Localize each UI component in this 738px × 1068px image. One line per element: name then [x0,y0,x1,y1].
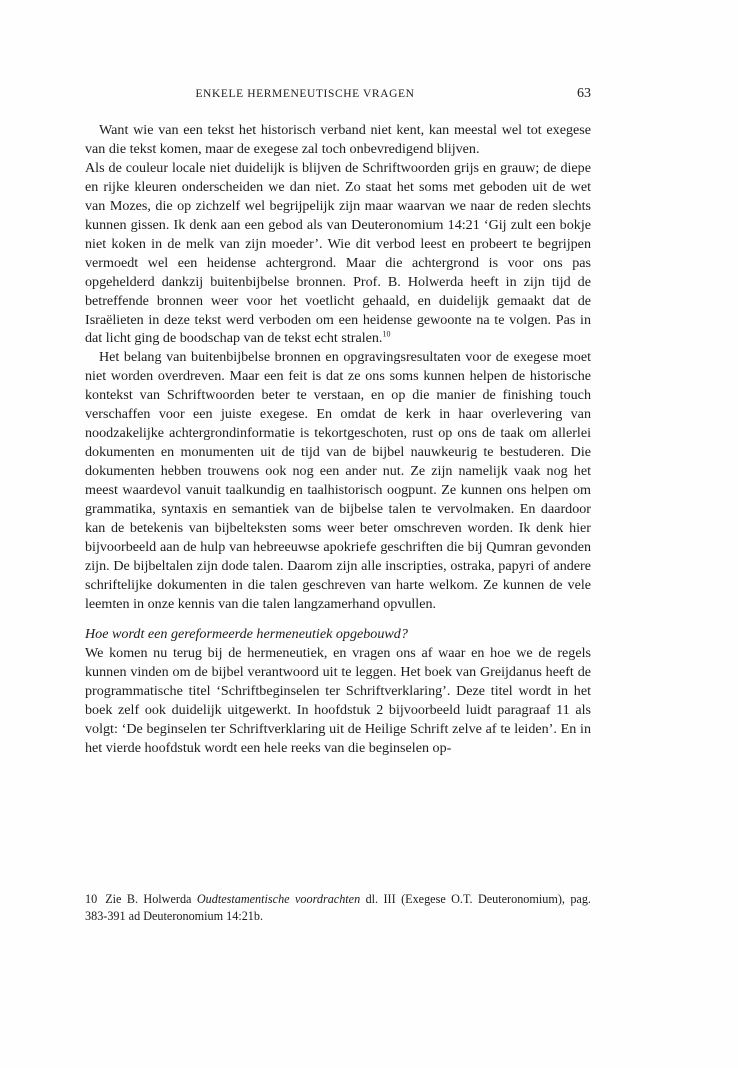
section-heading: Hoe wordt een gereformeerde hermeneutiek opgebouwd? [85,625,408,642]
paragraph-4: We komen nu terug bij de hermeneutiek, en vragen ons af waar en hoe we de regels kunnen vinden om de bijbel verantwoord uit te leggen. Het boek van Greijdanus heeft de programmatische titel ‘Schriftbeginselen ter Schriftverklaring’. Deze titel wordt in het boek zelf ook duidelijk uitgewerkt. In hoofdstuk 2 bijvoorbeeld luidt paragraaf 11 als volgt: ‘De beginselen ter Schriftverklaring uit de Heilige Schrift zelve af te leiden’. En in het vierde hoofdstuk wordt een hele reeks van die beginselen op- [85,644,591,756]
page-number: 63 [577,86,591,101]
paragraph-2-text: Als de couleur locale niet duidelijk is blijven de Schriftwoorden grijs en grauw; de diepe en rijke kleuren onderscheiden we dan niet. Zo staat het soms met geboden uit de wet van Mozes, die op zichzelf wel begrijpelijk zijn maar waarvan we naar de reden slechts kunnen gissen. Ik denk aan een gebod als van Deuteronomium 14:21 ‘Gij zult een bokje niet koken in de melk van zijn moeder’. Wie dit verbod leest en probeert te begrijpen vermoedt wel een heidense achtergrond. Maar die achtergrond is voor ons pas opgehelderd dankzij buitenbijbelse bronnen. Prof. B. Holwerda heeft in zijn tijd de betreffende bronnen weer voor het voetlicht gehaald, en duidelijk gemaakt dat de Israëlieten in deze tekst werd verboden om een heidense gewoonte na te volgen. Pas in dat licht ging de boodschap van de tekst echt stralen. [85,159,591,347]
running-title: ENKELE HERMENEUTISCHE VRAGEN [195,88,415,100]
footnote-marker: 10 [382,329,391,339]
paragraph-2 [85,159,591,349]
footnote [85,891,591,925]
paragraph-1: Want wie van een tekst het historisch verband niet kent, kan meestal wel tot exegese van die tekst komen, maar de exegese zal toch onbevredigend blijven. [85,122,591,157]
paragraph-3: Het belang van buitenbijbelse bronnen en opgravingsresultaten voor de exegese moet niet worden overdreven. Maar een feit is dat ze ons soms kunnen helpen de historische kontekst van Schriftwoorden beter te verstaan, en op die manier de finishing touch verschaffen voor een juiste exegese. En omdat de kerk in haar overlevering van noodzakelijke achtergrondinformatie is tekortgeschoten, rust op ons de taak om allerlei dokumenten en monumenten uit de tijd van de bijbel nauwkeurig te bestuderen. Die dokumenten hebben trouwens ook nog een ander nut. Ze zijn namelijk vaak nog het meest waardevol vanuit taalkundig en taalhistorisch oogpunt. Ze kunnen ons helpen om grammatika, syntaxis en semantiek van de bijbelse talen te vervolmaken. En daardoor kan de betekenis van bijbelteksten soms weer beter omschreven worden. Ik denk hier bijvoorbeeld aan de hulp van hebreeuwse apokriefe geschriften die bij Qumran gevonden zijn. De bijbeltalen zijn dode talen. Daarom zijn alle inscripties, ostraka, papyri of andere schriftelijke dokumenten in die talen geschreven van harte welkom. Ze kunnen de vele leemten in onze kennis van die talen langzamerhand opvullen. [85,349,591,612]
body-text [85,121,591,757]
footnote-book-title: Oudtestamentische voordrachten [196,892,361,906]
running-head [85,86,591,106]
footnote-text-after: dl. III (Exegese O.T. Deuteronomium), pag. 383-391 ad Deuteronomium 14:21b. [85,892,591,923]
footnote-number: 10 [85,892,98,906]
footnote-text-before: Zie B. Holwerda [105,892,197,906]
